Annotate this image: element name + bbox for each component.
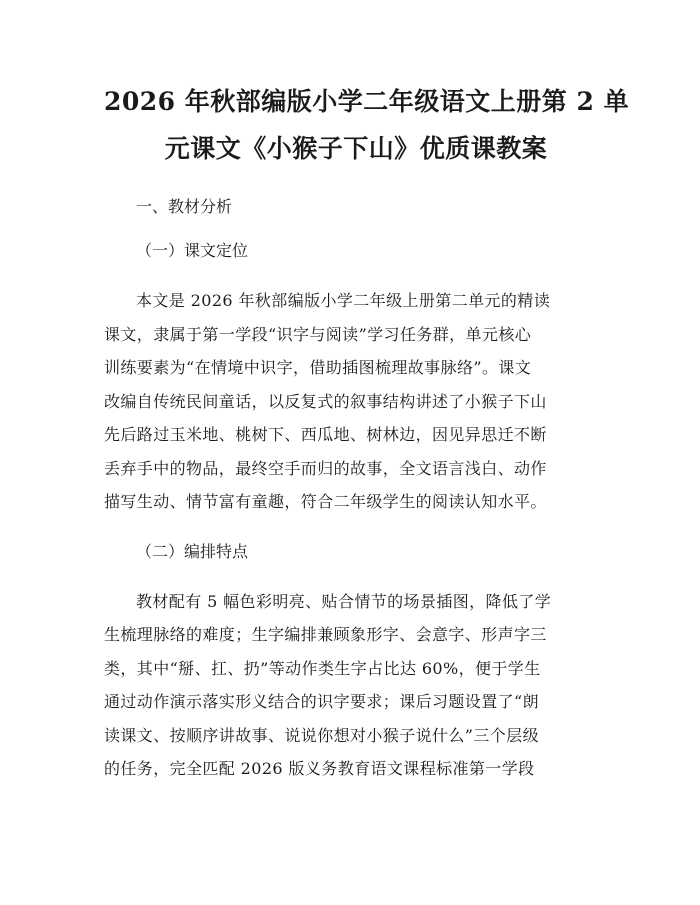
paragraph-line: 描写生动、情节富有童趣，符合二年级学生的阅读认知水平。 bbox=[104, 492, 547, 511]
paragraph-line: 丢弃手中的物品，最终空手而归的故事，全文语言浅白、动作 bbox=[104, 458, 547, 478]
paragraph-line: 类，其中“掰、扛、扔”等动作类生字占比达 60%，便于学生 bbox=[104, 658, 541, 678]
subsection-heading-layout-features: （二）编排特点 bbox=[136, 541, 249, 561]
paragraph-text-positioning bbox=[104, 284, 608, 519]
title-line: 2026 年秋部编版小学二年级语文上册第 2 单 bbox=[104, 87, 630, 116]
paragraph-line: 先后路过玉米地、桃树下、西瓜地、树林边，因见异思迁不断 bbox=[104, 425, 547, 444]
paragraph-line: 生梳理脉络的难度；生字编排兼顾象形字、会意字、形声字三 bbox=[104, 625, 547, 644]
paragraph-line: 课文，隶属于第一学段“识字与阅读”学习任务群，单元核心 bbox=[104, 324, 532, 344]
paragraph-line: 改编自传统民间童话，以反复式的叙事结构讲述了小猴子下山 bbox=[104, 391, 547, 411]
paragraph-line: 训练要素为“在情境中识字，借助插图梳理故事脉络”。课文 bbox=[104, 358, 532, 377]
paragraph-line: 本文是 2026 年秋部编版小学二年级上册第二单元的精读 bbox=[136, 291, 551, 310]
paragraph-line: 通过动作演示落实形义结合的识字要求；课后习题设置了“朗 bbox=[104, 692, 539, 711]
paragraph-line: 读课文、按顺序讲故事、说说你想对小猴子说什么”三个层级 bbox=[104, 725, 539, 745]
title-line: 元课文《小猴子下山》优质课教案 bbox=[164, 134, 548, 163]
paragraph-line: 教材配有 5 幅色彩明亮、贴合情节的场景插图，降低了学 bbox=[136, 591, 552, 611]
subsection-heading-text-positioning: （一）课文定位 bbox=[136, 241, 249, 260]
section-heading-textbook-analysis: 一、教材分析 bbox=[136, 197, 233, 216]
paragraph-line: 的任务，完全匹配 2026 版义务教育语文课程标准第一学段 bbox=[104, 759, 535, 778]
document-title bbox=[104, 78, 630, 172]
paragraph-layout-features bbox=[104, 585, 608, 786]
